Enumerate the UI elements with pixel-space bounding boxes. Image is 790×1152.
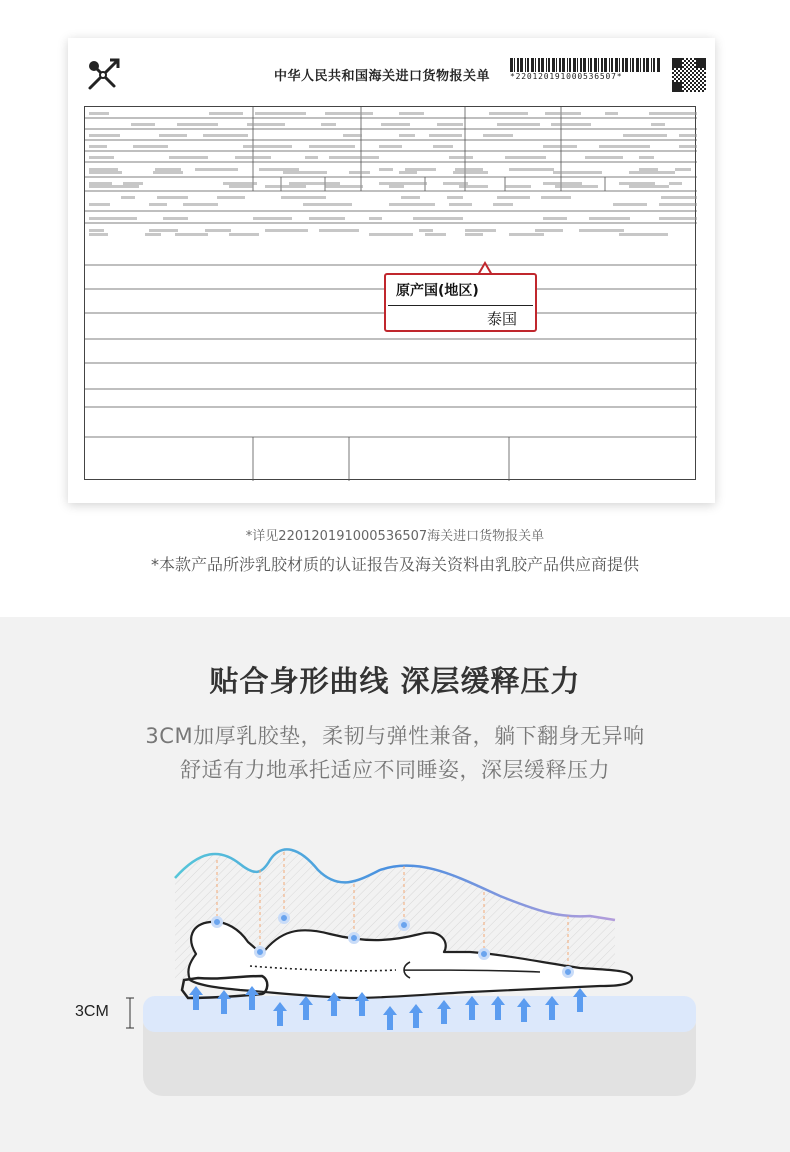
declaration-title: 中华人民共和国海关进口货物报关单 bbox=[274, 69, 491, 84]
origin-country-value: 泰国 bbox=[486, 310, 517, 328]
supplier-note: *本款产品所涉乳胶材质的认证报告及海关资料由乳胶产品供应商提供 bbox=[150, 555, 639, 574]
barcode-number: *220120191000536507* bbox=[510, 72, 623, 81]
feature-description-line-2: 舒适有力地承托适应不同睡姿，深层缓释压力 bbox=[180, 758, 610, 782]
feature-headline: 贴合身形曲线 深层缓释压力 bbox=[209, 664, 581, 698]
thickness-bracket bbox=[126, 998, 134, 1028]
customs-declaration-card bbox=[68, 38, 715, 503]
qr-code-icon bbox=[672, 58, 706, 92]
thickness-label: 3CM bbox=[75, 1003, 109, 1020]
origin-country-callout bbox=[384, 273, 537, 332]
mattress-illustration bbox=[0, 830, 790, 1110]
origin-country-label: 原产国(地区) bbox=[396, 283, 479, 299]
feature-description-line-1: 3CM加厚乳胶垫，柔韧与弹性兼备，躺下翻身无异响 bbox=[145, 724, 645, 748]
callout-divider bbox=[388, 305, 533, 306]
declaration-reference-note: *详见220120191000536507海关进口货物报关单 bbox=[245, 529, 545, 544]
customs-emblem-icon bbox=[84, 56, 122, 94]
